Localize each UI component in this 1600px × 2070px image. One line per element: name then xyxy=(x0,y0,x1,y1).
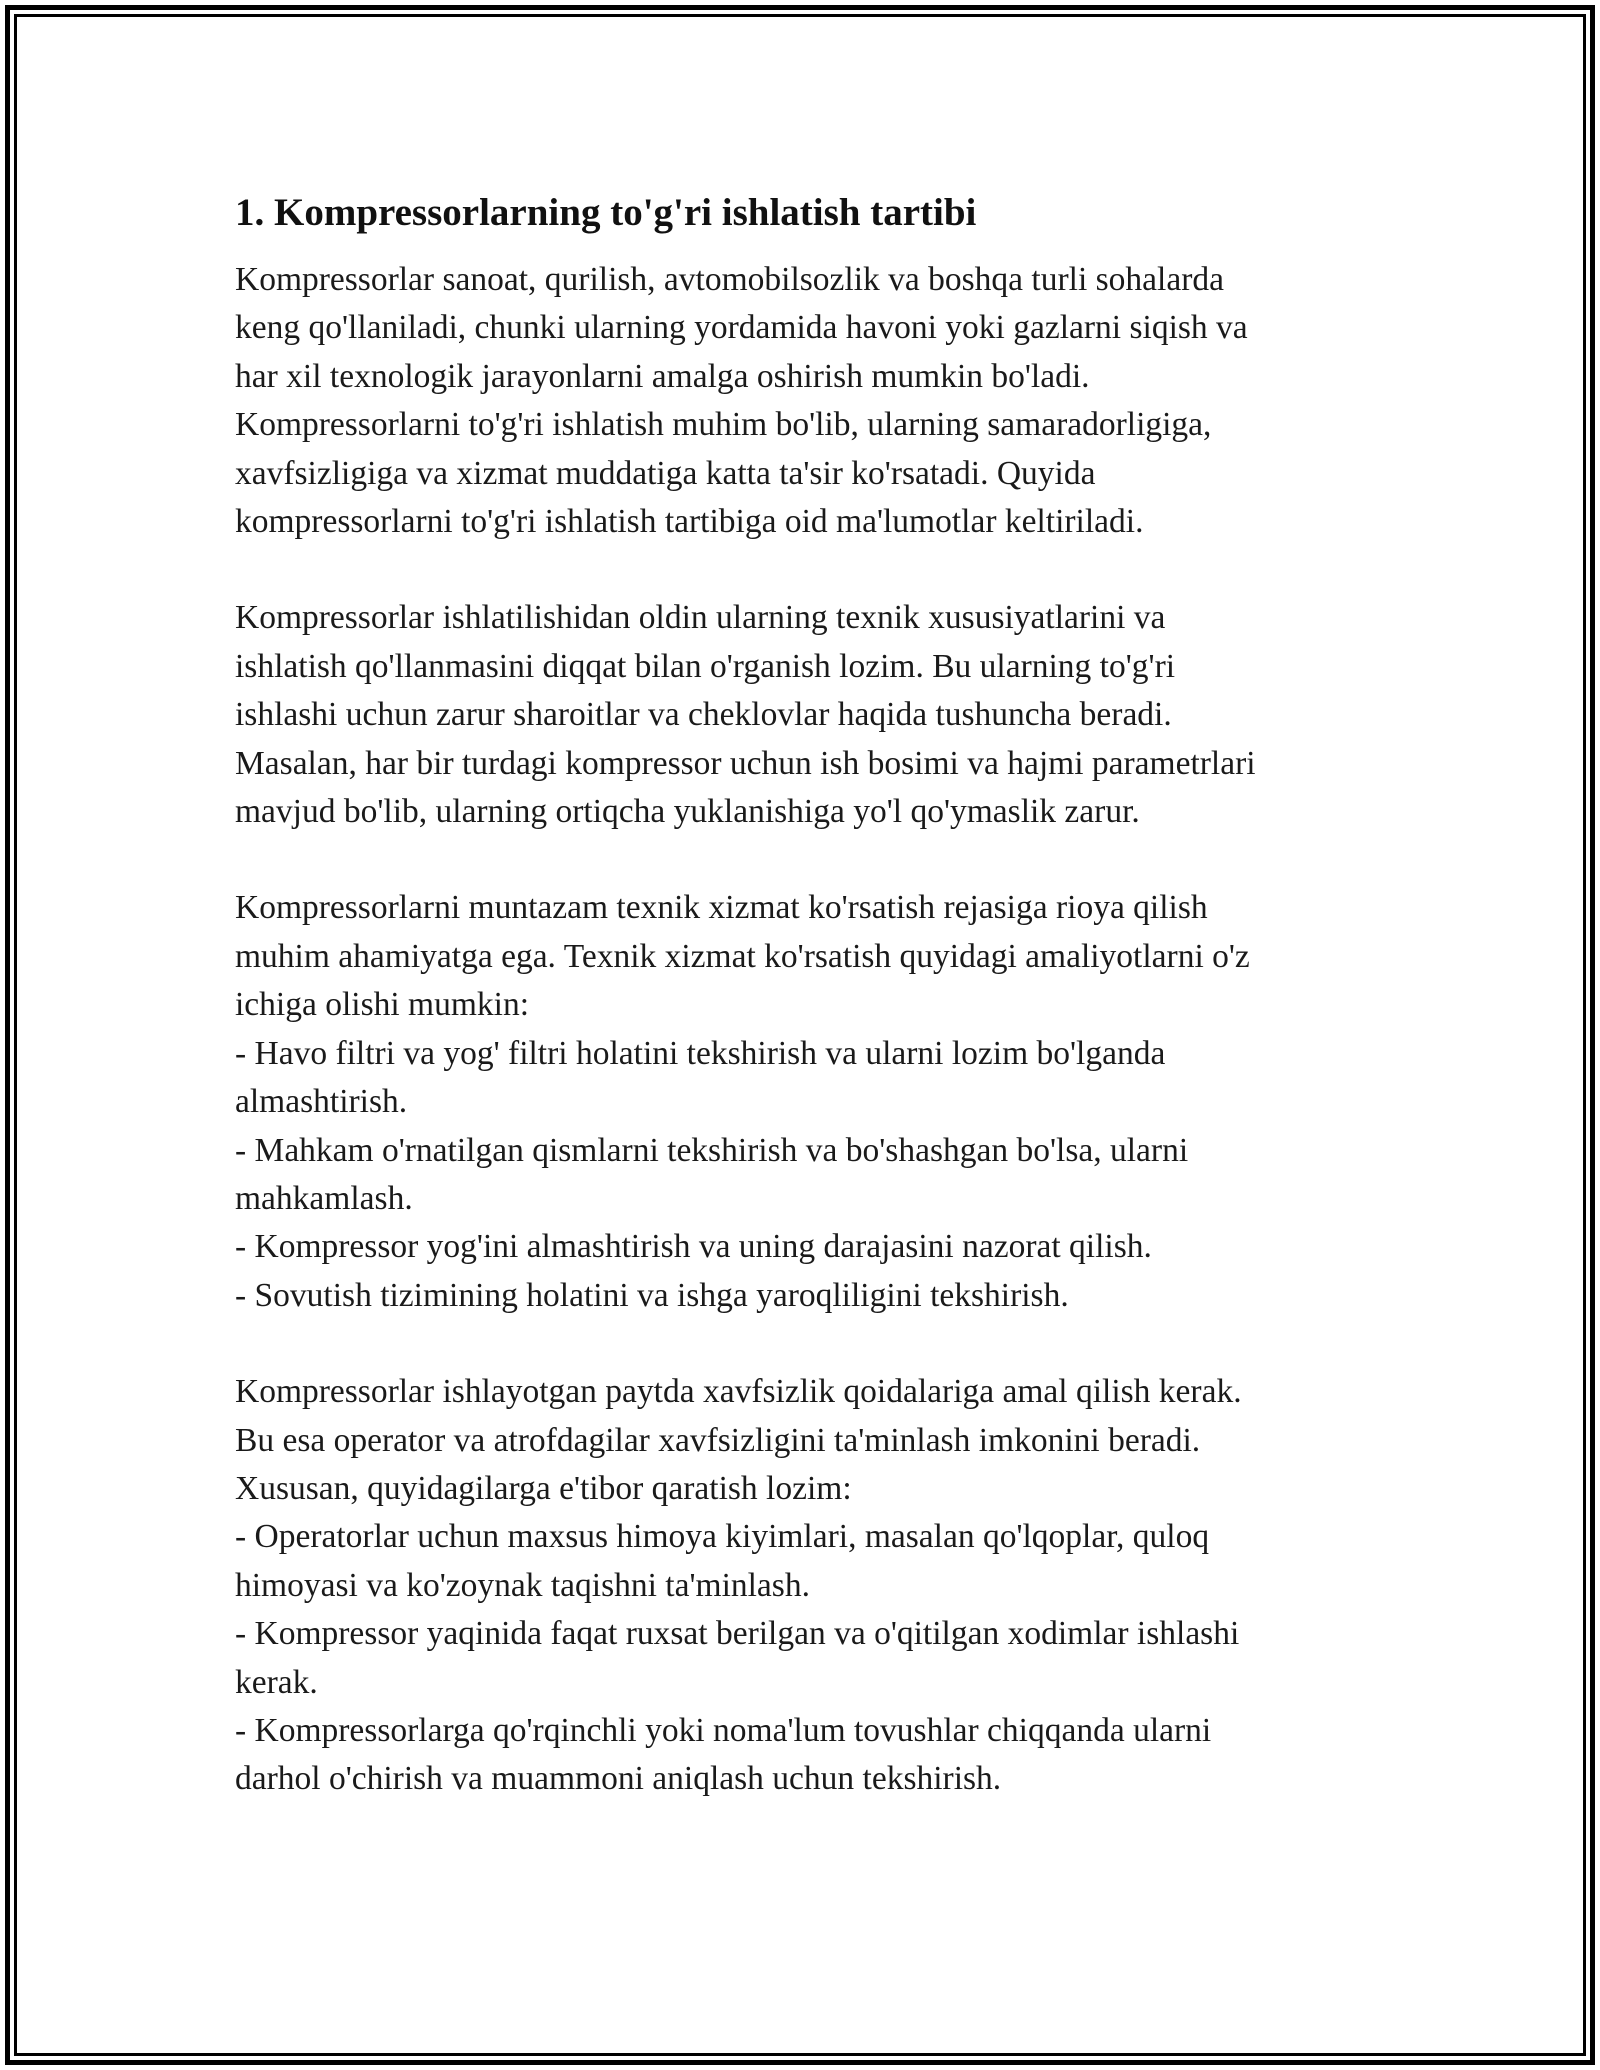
paragraph-preparation xyxy=(235,594,1375,836)
text-line: muhim ahamiyatga ega. Texnik xizmat ko'rsatish quyidagi amaliyotlarni o'z xyxy=(235,937,1250,975)
paragraph-safety xyxy=(235,1368,1375,1804)
list-item-line: himoyasi va ko'zoynak taqishni ta'minlash. xyxy=(235,1566,810,1604)
text-line: Bu esa operator va atrofdagilar xavfsizligini ta'minlash imkonini beradi. xyxy=(235,1421,1201,1459)
text-line: kompressorlarni to'g'ri ishlatish tartibiga oid ma'lumotlar keltiriladi. xyxy=(235,503,1144,541)
paragraph-maintenance xyxy=(235,884,1375,1320)
text-line: har xil texnologik jarayonlarni amalga oshirish mumkin bo'ladi. xyxy=(235,357,1090,395)
list-item-line: kerak. xyxy=(235,1663,318,1701)
list-item-line: - Kompressor yog'ini almashtirish va uning darajasini nazorat qilish. xyxy=(235,1228,1152,1266)
text-line: Kompressorlarni to'g'ri ishlatish muhim bo'lib, ularning samaradorligiga, xyxy=(235,406,1212,444)
text-line: keng qo'llaniladi, chunki ularning yordamida havoni yoki gazlarni siqish va xyxy=(235,309,1248,347)
paragraph-intro xyxy=(235,256,1375,546)
text-line: ishlashi uchun zarur sharoitlar va cheklovlar haqida tushuncha beradi. xyxy=(235,696,1172,734)
text-line: Kompressorlar ishlatilishidan oldin ularning texnik xususiyatlarini va xyxy=(235,599,1166,637)
text-line: Kompressorlar sanoat, qurilish, avtomobilsozlik va boshqa turli sohalarda xyxy=(235,261,1224,298)
text-line: Masalan, har bir turdagi kompressor uchun ish bosimi va hajmi parametrlari xyxy=(235,744,1256,782)
text-line: Kompressorlar ishlayotgan paytda xavfsizlik qoidalariga amal qilish kerak. xyxy=(235,1373,1242,1411)
list-item-line: mahkamlash. xyxy=(235,1179,413,1217)
text-line: mavjud bo'lib, ularning ortiqcha yuklanishiga yo'l qo'ymaslik zarur. xyxy=(235,793,1140,831)
text-line: ichiga olishi mumkin: xyxy=(235,986,530,1024)
list-item-line: - Kompressor yaqinida faqat ruxsat berilgan va o'qitilgan xodimlar ishlashi xyxy=(235,1615,1240,1653)
list-item-line: almashtirish. xyxy=(235,1083,408,1121)
list-item-line: - Havo filtri va yog' filtri holatini tekshirish va ularni lozim bo'lganda xyxy=(235,1034,1166,1072)
list-item-line: - Operatorlar uchun maxsus himoya kiyimlari, masalan qo'lqoplar, quloq xyxy=(235,1518,1210,1556)
text-line: ishlatish qo'llanmasini diqqat bilan o'rganish lozim. Bu ularning to'g'ri xyxy=(235,647,1176,685)
list-item-line: - Sovutish tizimining holatini va ishga yaroqliligini tekshirish. xyxy=(235,1276,1069,1314)
document-body xyxy=(235,186,1375,1804)
list-item-line: darhol o'chirish va muammoni aniqlash uchun tekshirish. xyxy=(235,1760,1002,1798)
list-item-line: - Kompressorlarga qo'rqinchli yoki noma'lum tovushlar chiqqanda ularni xyxy=(235,1711,1212,1749)
text-line: xavfsizligiga va xizmat muddatiga katta ta'sir ko'rsatadi. Quyida xyxy=(235,454,1096,492)
list-item-line: - Mahkam o'rnatilgan qismlarni tekshirish va bo'shashgan bo'lsa, ularni xyxy=(235,1131,1189,1169)
text-line: Kompressorlarni muntazam texnik xizmat ko'rsatish rejasiga rioya qilish xyxy=(235,889,1208,927)
text-line: Xususan, quyidagilarga e'tibor qaratish lozim: xyxy=(235,1469,852,1507)
document-title: 1. Kompressorlarning to'g'ri ishlatish tartibi xyxy=(235,191,977,234)
